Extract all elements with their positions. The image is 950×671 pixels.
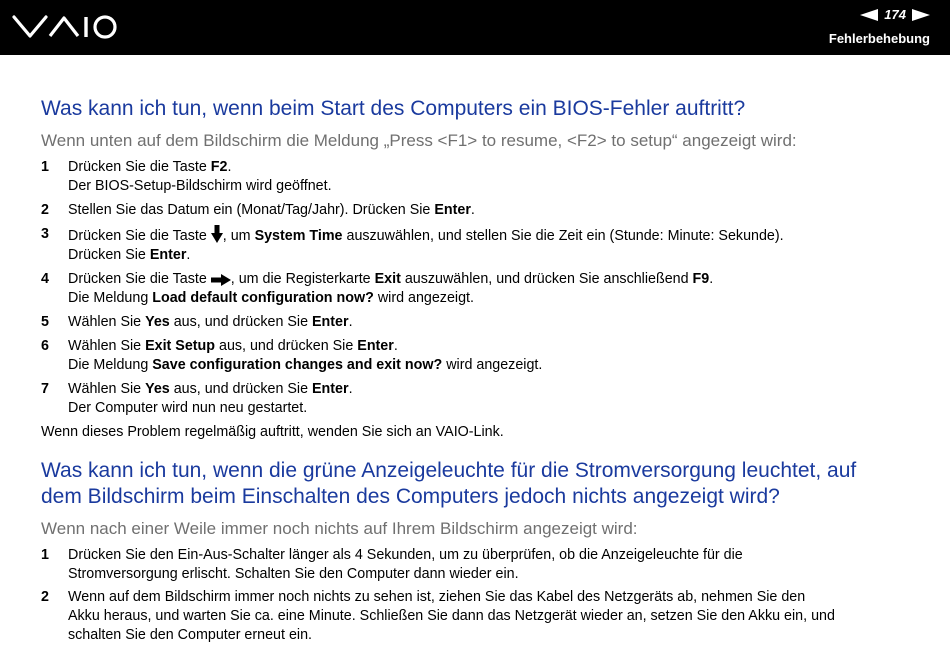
question-1-heading: Was kann ich tun, wenn beim Start des Computers ein BIOS-Fehler auftritt? [41, 97, 746, 120]
list-item: 1 Drücken Sie den Ein-Aus-Schalter länger als 4 Sekunden, um zu überprüfen, ob die Anzeigeleuchte für die Stromversorgung erlischt. Schalten Sie den Computer dann wieder ein. [41, 547, 743, 582]
list-item: 1 Drücken Sie die Taste F2. Der BIOS-Setup-Bildschirm wird geöffnet. [41, 159, 332, 194]
header-bar [0, 0, 950, 55]
list-item: 6 Wählen Sie Exit Setup aus, und drücken Sie Enter. Die Meldung Save configuration changes and exit now? wird angezeigt. [41, 338, 543, 373]
previous-page-arrow-icon[interactable] [860, 9, 878, 21]
page-navigation [860, 7, 930, 22]
down-arrow-key-icon [211, 225, 223, 243]
main-content [41, 96, 921, 645]
list-item: 2 Wenn auf dem Bildschirm immer noch nichts zu sehen ist, ziehen Sie das Kabel des Netzgeräts ab, nehmen Sie den Akku heraus, und warten Sie ca. eine Minute. Schließen Sie dann das Netzgerät wieder an, setzen Sie den Akku ein, und schalten Sie den Computer erneut ein. [41, 589, 835, 643]
list-item: 2 Stellen Sie das Datum ein (Monat/Tag/Jahr). Drücken Sie Enter. [41, 202, 475, 218]
vaio-logo [12, 14, 118, 40]
question-2-heading: Was kann ich tun, wenn die grüne Anzeigeleuchte für die Stromversorgung leuchtet, auf dem Bildschirm beim Einschalten des Computers jedoch nichts angezeigt wird? [41, 459, 857, 508]
question-1-subheading: Wenn unten auf dem Bildschirm die Meldung „Press <F1> to resume, <F2> to setup“ angezeigt wird: [41, 131, 797, 150]
question-2-subheading: Wenn nach einer Weile immer noch nichts auf Ihrem Bildschirm angezeigt wird: [41, 519, 638, 538]
section-title: Fehlerbehebung [828, 31, 930, 46]
list-item: 5 Wählen Sie Yes aus, und drücken Sie Enter. [41, 314, 353, 330]
page-number: 174 [884, 7, 906, 22]
list-item: 3 Drücken Sie die Taste , um System Time auszuwählen, und stellen Sie die Zeit ein (Stunde: Minute: Sekunde). Drücken Sie Enter. [41, 226, 784, 263]
question-1-note: Wenn dieses Problem regelmäßig auftritt, wenden Sie sich an VAIO-Link. [41, 424, 504, 440]
right-arrow-key-icon [211, 274, 231, 286]
question-1-steps [41, 158, 921, 418]
list-item: 4 Drücken Sie die Taste , um die Registerkarte Exit auszuwählen, und drücken Sie anschließend F9. Die Meldung Load default configuration now? wird angezeigt. [41, 271, 714, 306]
next-page-arrow-icon[interactable] [912, 9, 930, 21]
list-item: 7 Wählen Sie Yes aus, und drücken Sie Enter. Der Computer wird nun neu gestartet. [41, 381, 353, 416]
question-2-steps [41, 546, 921, 645]
